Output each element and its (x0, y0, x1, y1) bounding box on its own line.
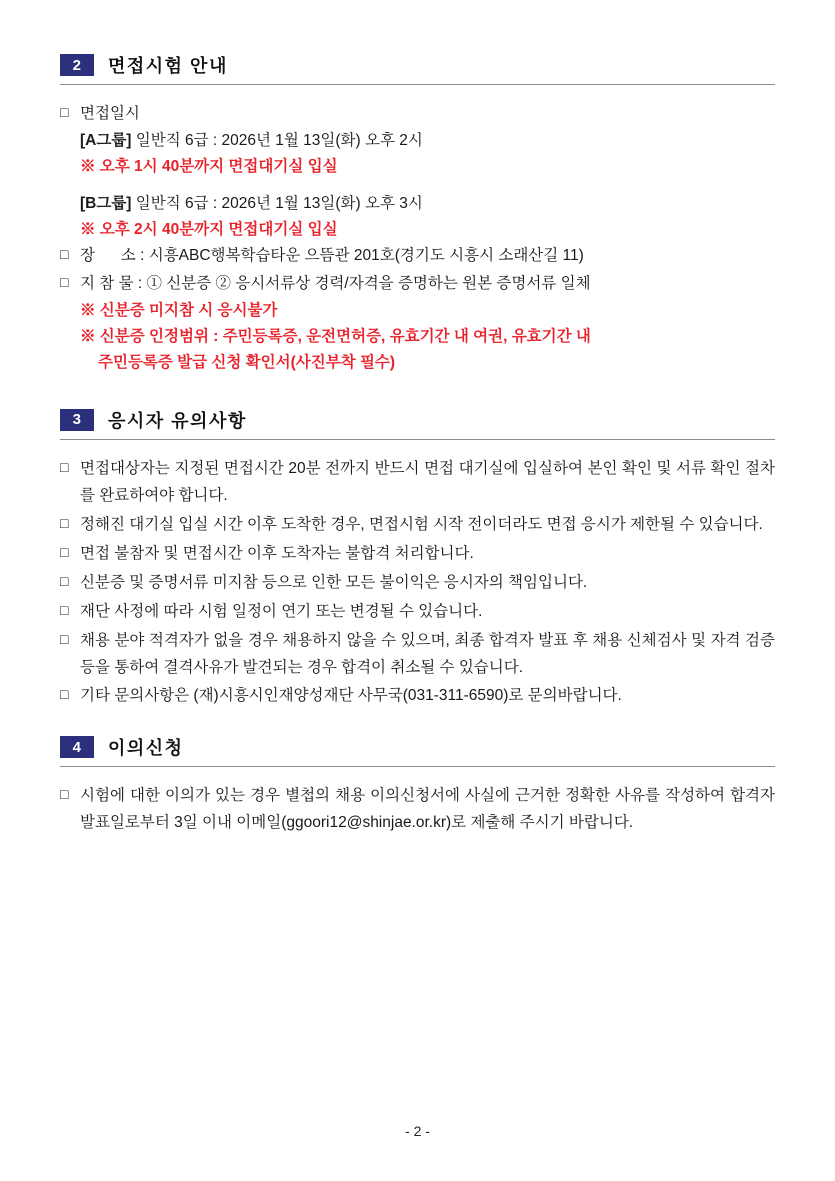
list-item-text: 정해진 대기실 입실 시간 이후 도착한 경우, 면접시험 시작 전이더라도 면접 응시가 제한될 수 있습니다. (80, 515, 763, 533)
section-number-badge: 2 (60, 54, 94, 76)
list-item-text: 재단 사정에 따라 시험 일정이 연기 또는 변경될 수 있습니다. (80, 602, 483, 620)
list-item (60, 783, 775, 837)
spacer (60, 377, 775, 407)
section-title: 면접시험 안내 (108, 56, 228, 76)
list-item-text: 면접 불참자 및 면접시간 이후 도착자는 불합격 처리합니다. (80, 544, 474, 562)
list-item (60, 570, 775, 597)
interview-datetime-label: 면접일시 (80, 105, 140, 122)
list-item-text: 면접대상자는 지정된 면접시간 20분 전까지 반드시 면접 대기실에 입실하여 본인 확인 및 서류 확인 절차를 완료하여야 합니다. (80, 459, 775, 504)
list-item (60, 456, 775, 510)
place-row (60, 243, 775, 268)
list-item-text: 채용 분야 적격자가 없을 경우 채용하지 않을 수 있으며, 최종 합격자 발표 후 채용 신체검사 및 자격 검증 등을 통하여 결격사유가 발견되는 경우 합격이 취소될 수 있습니다. (80, 631, 775, 676)
group-b-line (60, 191, 775, 217)
list-item (60, 512, 775, 539)
checkbox-icon: □ (60, 630, 69, 647)
list-item (60, 599, 775, 626)
bring-note-3: 주민등록증 발급 신청 확인서(사진부착 필수) (98, 354, 396, 372)
list-item-text: 신분증 및 증명서류 미지참 등으로 인한 모든 불이익은 응시자의 책임입니다. (80, 573, 588, 591)
bring-note-2: ※ 신분증 인정범위 : 주민등록증, 운전면허증, 유효기간 내 여권, 유효기간 내 (80, 328, 591, 346)
notice-list (60, 456, 775, 711)
checkbox-icon: □ (60, 686, 69, 703)
checkbox-icon: □ (60, 601, 69, 618)
bring-row (60, 271, 775, 296)
checkbox-icon: □ (60, 786, 69, 803)
place-label: 장 소 : (80, 247, 149, 265)
interview-datetime-row (60, 101, 775, 126)
page-number: - 2 - (405, 1123, 430, 1139)
checkbox-icon: □ (60, 246, 69, 263)
objection-list (60, 783, 775, 837)
checkbox-icon: □ (60, 543, 69, 560)
list-item-text: 시험에 대한 이의가 있는 경우 별첩의 채용 이의신청서에 사실에 근거한 정확한 사유를 작성하여 합격자 발표일로부터 3일 이내 이메일(ggoori12@shinjae.or.kr)로 제출해 주시기 바랍니다. (80, 787, 775, 832)
section-header (60, 52, 775, 85)
section-header (60, 407, 775, 440)
checkbox-icon: □ (60, 514, 69, 531)
section-interview-info (60, 52, 775, 377)
list-item (60, 628, 775, 682)
section-number-badge: 4 (60, 736, 94, 758)
place-value: 시흥ABC행복학습타운 으뜸관 201호(경기도 시흥시 소래산길 11) (148, 247, 584, 265)
group-b-text: 일반직 6급 : 2026년 1월 13일(화) 오후 3시 (131, 194, 423, 212)
list-item-text: 기타 문의사항은 (재)시흥시인재양성재단 사무국(031-311-6590)로 문의바랍니다. (80, 687, 622, 705)
group-b-tag: [B그룹] (80, 194, 132, 212)
bring-content (80, 271, 775, 296)
section-title: 응시자 유의사항 (108, 410, 247, 431)
checkbox-icon: □ (60, 273, 69, 290)
bring-value: ① 신분증 ② 응시서류상 경력/자격을 증명하는 원본 증명서류 일체 (146, 274, 591, 292)
bring-note-1: ※ 신분증 미지참 시 응시불가 (80, 301, 278, 319)
checkbox-icon: □ (60, 572, 69, 589)
list-item (60, 541, 775, 568)
checkbox-icon: □ (60, 104, 69, 120)
spacer (60, 712, 775, 734)
group-a-line (60, 128, 775, 154)
group-a-text: 일반직 6급 : 2026년 1월 13일(화) 오후 2시 (131, 132, 423, 150)
group-a-note: ※ 오후 1시 40분까지 면접대기실 입실 (80, 158, 338, 176)
place-content (80, 243, 775, 268)
list-item (60, 683, 775, 710)
group-b-note: ※ 오후 2시 40분까지 면접대기실 입실 (80, 221, 338, 239)
bring-label: 지 참 물 : (80, 274, 147, 292)
section-objection (60, 734, 775, 837)
group-a-tag: [A그룹] (80, 132, 132, 150)
section-number-badge: 3 (60, 409, 94, 431)
checkbox-icon: □ (60, 458, 69, 475)
section-applicant-notices (60, 407, 775, 711)
spacer (60, 181, 775, 191)
section-title: 이의신청 (108, 738, 184, 759)
section-header (60, 734, 775, 767)
